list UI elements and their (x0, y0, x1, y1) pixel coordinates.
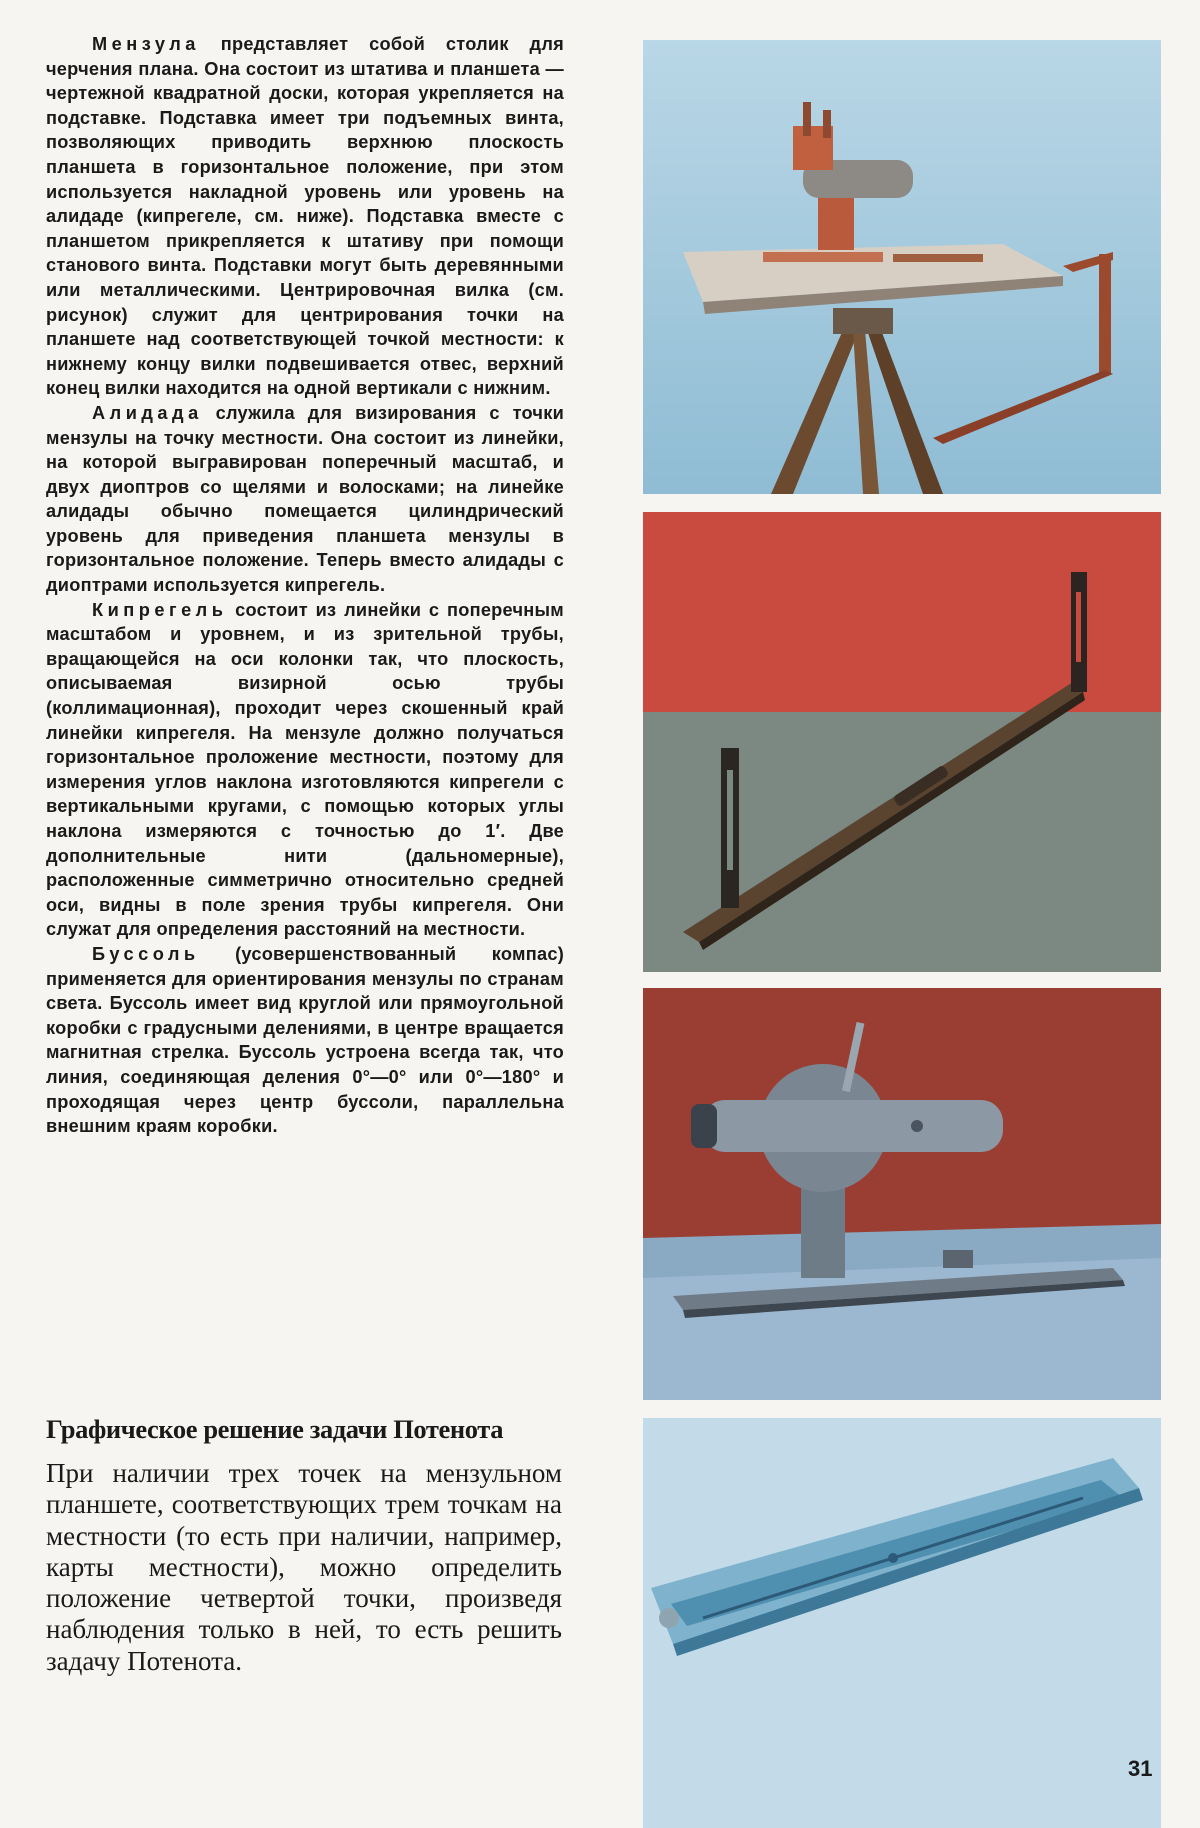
term-kipregel: Кипрегель (92, 599, 228, 620)
paragraph-alidade (46, 401, 564, 598)
paragraph-mensula (46, 32, 564, 401)
photo-kipregel (643, 988, 1161, 1400)
photo-plane-table-tripod (643, 40, 1161, 494)
term-mensula: Мензула (92, 34, 200, 54)
term-alidade: Алидада (92, 402, 203, 423)
photo-alidade-with-sights (643, 512, 1161, 972)
text-bussol: (усовершенствованный компас) применяется для ориентирования мензулы по странам света. Буссоль имеет вид круглой или прямоугольной коробки с градусными делениями, в центре вращается магнитная стрелка. Буссоль устроена всегда так, что линия, соединяющая деления 0°—0° или 0°—180° и проходящая через центр буссоли, параллельна внешним краям коробки. (46, 943, 564, 1137)
page-number: 31 (1128, 1756, 1153, 1781)
paragraph-bussol (46, 942, 564, 1139)
section-heading: Графическое решение задачи Потенота (46, 1414, 504, 1444)
text-kipregel: состоит из линейки с поперечным масштабом и уровнем, и из зрительной трубы, вращающейся на оси колонки так, что плоскость, описываемая визирной осью трубы (коллимационная), проходит через скошенный край линейки кипрегеля. На мензуле должно получаться горизонтальное проложение местности, поэтому для измерения углов наклона изготовляются кипрегели с вертикальными кругами, с помощью которых углы наклона измеряются с точностью до 1′. Две дополнительные нити (дальномерные), расположенные симметрично относительно средней оси, видны в поле зрения трубы кипрегеля. Они служат для определения расстояний на местности. (46, 599, 564, 940)
section-lead-paragraph: При наличии трех точек на мензульном планшете, соответствующих трем точкам на местности (то есть при наличии, например, карты местности), можно определить положение четвертой точки, произведя наблюдения только в ней, то есть решить задачу Потенота. (46, 1458, 562, 1676)
paragraph-kipregel (46, 598, 564, 942)
text-column (46, 32, 564, 1139)
text-mensula: представляет собой столик для черчения плана. Она состоит из штатива и планшета — чертежной квадратной доски, которая укрепляется на подставке. Подставка имеет три подъемных винта, позволяющих приводить верхнюю плоскость планшета в горизонтальное положение, при этом используется накладной уровень или уровень на алидаде (кипрегеле, см. ниже). Подставка вместе с планшетом прикрепляется к штативу при помощи станового винта. Подставки могут быть деревянными или металлическими. Центрировочная вилка (см. рисунок) служит для центрирования точки на планшете над соответствующей точкой местности: к нижнему концу вилки подвешивается отвес, верхний конец вилки находится на одной вертикали с нижним. (46, 34, 564, 399)
term-bussol: Буссоль (92, 943, 200, 964)
photo-compass-box (643, 1418, 1161, 1828)
text-alidade: служила для визирования с точки мензулы на точку местности. Она состоит из линейки, на которой выгравирован поперечный масштаб, и двух диоптров со щелями и волосками; на линейке алидады обычно помещается цилиндрический уровень для приведения планшета мензулы в горизонтальное положение. Теперь вместо алидады с диоптрами используется кипрегель. (46, 402, 564, 596)
